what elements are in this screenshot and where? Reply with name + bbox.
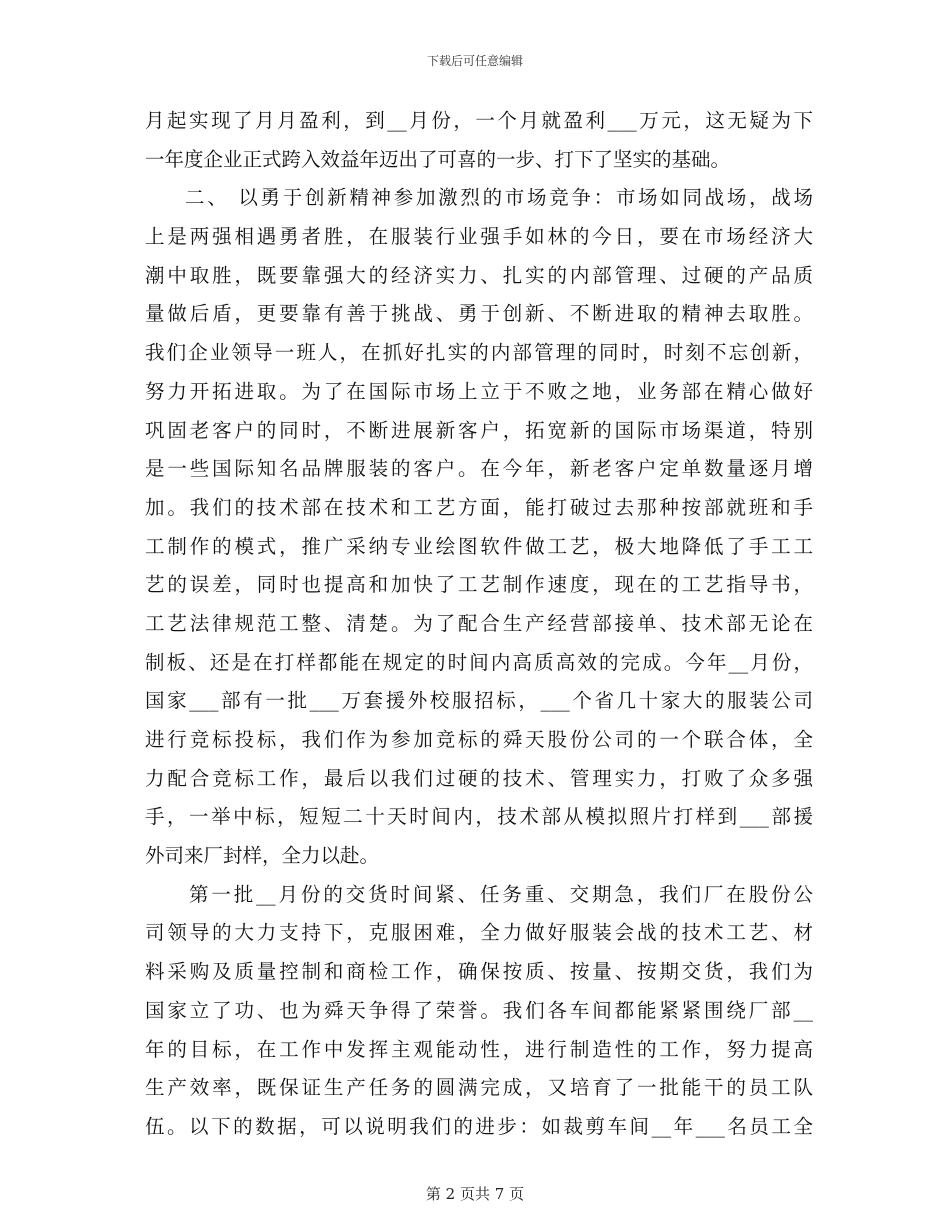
text-line: 加。我们的技术部在技术和工艺方面，能打破过去那种按部就班和手 xyxy=(145,495,813,519)
text-line: 国家___部有一批___万套援外校服招标，___个省几十家大的服装公司 xyxy=(145,689,813,713)
text-line: 上是两强相遇勇者胜，在服装行业强手如林的今日，要在市场经济大 xyxy=(145,225,813,249)
page-number-footer: 第 2 页共 7 页 xyxy=(425,1185,525,1203)
text-line: 料采购及质量控制和商检工作，确保按质、按量、按期交货，我们为 xyxy=(145,960,813,984)
section-heading-line: 二、 以勇于创新精神参加激烈的市场竞争：市场如同战场，战场 xyxy=(185,186,813,210)
text-line: 年的目标，在工作中发挥主观能动性，进行制造性的工作，努力提高 xyxy=(145,1037,813,1061)
text-line: 努力开拓进取。为了在国际市场上立于不败之地，业务部在精心做好 xyxy=(145,379,813,403)
text-line: 进行竞标投标，我们作为参加竞标的舜天股份公司的一个联合体，全 xyxy=(145,728,813,751)
text-line: 生产效率，既保证生产任务的圆满完成，又培育了一批能干的员工队 xyxy=(145,1076,813,1100)
document-body xyxy=(145,102,813,1147)
text-line: 巩固老客户的同时，不断进展新客户，拓宽新的国际市场渠道，特别 xyxy=(145,418,813,442)
paragraph-start-line: 第一批__月份的交货时间紧、任务重、交期急，我们厂在股份公 xyxy=(189,882,813,906)
text-line: 伍。以下的数据，可以说明我们的进步：如裁剪车间__年___名员工全 xyxy=(145,1114,813,1138)
text-line: 工艺法律规范工整、清楚。为了配合生产经营部接单、技术部无论在 xyxy=(145,611,813,635)
text-line: 量做后盾，更要靠有善于挑战、勇于创新、不断进取的精神去取胜。 xyxy=(145,302,813,326)
text-line: 是一些国际知名品牌服装的客户。在今年，新老客户定单数量逐月增 xyxy=(145,457,813,481)
text-line: 外司来厂封样，全力以赴。 xyxy=(145,844,380,868)
text-line: 一年度企业正式跨入效益年迈出了可喜的一步、打下了坚实的基础。 xyxy=(145,147,731,171)
text-line: 手，一举中标，短短二十天时间内，技术部从模拟照片打样到___部援 xyxy=(145,805,813,829)
text-line: 力配合竞标工作，最后以我们过硬的技术、管理实力，打败了众多强 xyxy=(145,766,813,790)
text-line: 制板、还是在打样都能在规定的时间内高质高效的完成。今年__月份， xyxy=(145,650,813,674)
text-line: 我们企业领导一班人，在抓好扎实的内部管理的同时，时刻不忘创新， xyxy=(145,341,813,365)
text-line: 艺的误差，同时也提高和加快了工艺制作速度，现在的工艺指导书， xyxy=(145,573,813,597)
text-line: 司领导的大力支持下，克服困难，全力做好服装会战的技术工艺、材 xyxy=(145,921,813,945)
page-header: 下载后可任意编辑 xyxy=(426,54,523,68)
text-line: 国家立了功、也为舜天争得了荣誉。我们各车间都能紧紧围绕厂部__ xyxy=(145,998,813,1022)
text-line: 工制作的模式，推广采纳专业绘图软件做工艺，极大地降低了手工工 xyxy=(145,534,813,558)
text-line: 月起实现了月月盈利，到__月份，一个月就盈利___万元，这无疑为下 xyxy=(145,109,813,132)
text-line: 潮中取胜，既要靠强大的经济实力、扎实的内部管理、过硬的产品质 xyxy=(145,263,813,287)
